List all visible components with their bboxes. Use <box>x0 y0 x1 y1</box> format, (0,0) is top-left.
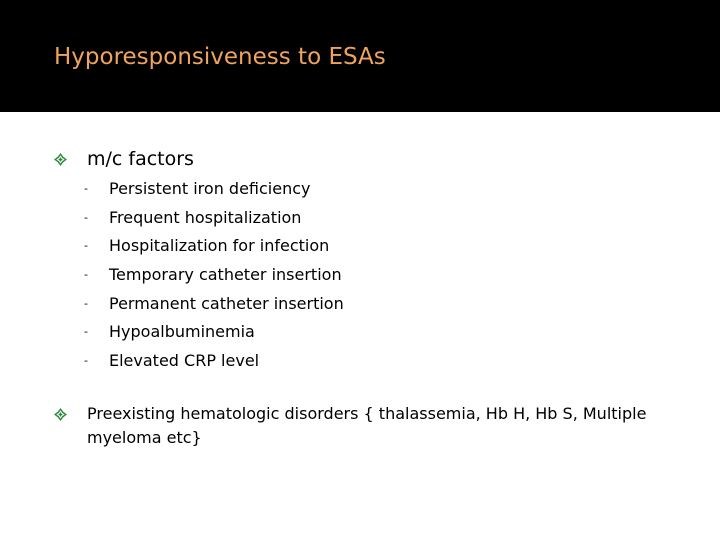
sub-bullet-text: Frequent hospitalization <box>109 207 302 227</box>
title-band <box>0 0 720 112</box>
diamond-bullet-icon <box>54 408 67 421</box>
dash-icon: - <box>84 239 88 253</box>
slide-title: Hyporesponsiveness to ESAs <box>54 44 386 70</box>
diamond-bullet-icon <box>54 153 67 166</box>
slide-content <box>0 112 720 540</box>
sub-bullet-text: Hospitalization for infection <box>109 236 330 256</box>
sub-bullet-text: Elevated CRP level <box>109 351 260 371</box>
dash-icon: - <box>84 296 88 310</box>
sub-bullet-text: Persistent iron deficiency <box>109 179 311 198</box>
dash-icon: - <box>84 268 88 282</box>
bullet-label: Preexisting hematologic disorders { thalassemia, Hb H, Hb S, Multiple myeloma etc} <box>87 404 647 447</box>
sub-bullet-text: Hypoalbuminemia <box>109 322 255 342</box>
dash-icon: - <box>84 210 88 224</box>
dash-icon: - <box>84 182 88 195</box>
sub-bullet-text: Permanent catheter insertion <box>109 293 344 313</box>
dash-icon: - <box>84 354 88 368</box>
sub-bullet-text: Temporary catheter insertion <box>109 265 342 285</box>
bullet-label: m/c factors <box>87 148 194 170</box>
dash-icon: - <box>84 325 88 339</box>
